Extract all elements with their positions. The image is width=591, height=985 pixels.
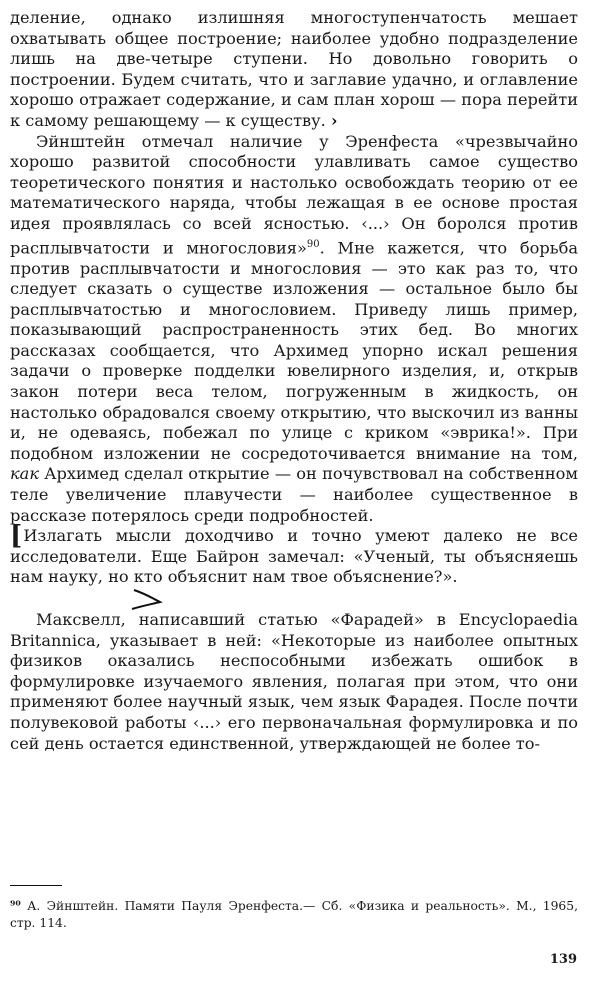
footnote (10, 897, 578, 932)
paragraph-2-text-b: . Мне кажется, что борьба против расплывчатости и многословия — это как раз то, что следует сказать о существе изложения — остальное было бы расплывчатостью и многословием. Приведу лишь пример, показывающий распространенность этих бед. Во многих рассказах сообщается, что Архимед упорно искал решения задачи о проверке подделки ювелирного изделия, и, открыв закон потери веса телом, погруженным в жидкость, он настолько обрадовался своему открытию, что выскочил из ванны и, не одеваясь, побежал по улице с криком «эврика!». При подобном изложении не сосредоточивается внимание на том, (10, 237, 578, 463)
paragraph-2 (10, 132, 578, 527)
footnote-marker: ⁹⁰ (10, 898, 21, 913)
paragraph-1-text: деление, однако излишняя многоступенчатость мешает охватывать общее построение; наиболее удобно подразделение лишь на две-четыре ступени. Но довольно говорить о построении. Будем считать, что и заглавие удачно, и оглавление хорошо отражает содержание, и сам план хорош — пора перейти к самому решающему — к существу. (10, 8, 578, 130)
paragraph-2-text-a: Эйнштейн отмечал наличие у Эренфеста «чрезвычайно хорошо развитой способности улавливать самое существо теоретического понятия и настолько освобождать теорию от ее математического наряда, чтобы лежащая в ее основе простая идея проявлялась со всей ясностью. ‹...› Он боролся против расплывчатости и многословия» (10, 131, 578, 257)
bracket-mark-icon: [ (10, 521, 23, 552)
paragraph-3 (10, 521, 578, 588)
footnote-divider (10, 885, 62, 886)
page-number: 139 (549, 952, 577, 967)
paragraph-2-italic: как (10, 464, 39, 484)
page-body (10, 8, 578, 754)
paragraph-2-text-c: Архимед сделал открытие — он почувствовал на собственном теле увеличение плавучести — наиболее существенное в рассказе потерялось среди подробностей. (10, 464, 578, 525)
paragraph-4-text: Максвелл, написавший статью «Фарадей» в Encyclopaedia Britannica, указывает в ней: «Некоторые из наиболее опытных физиков оказались неспособными избежать ошибок в формулировке изучаемого явления, полагая при этом, что они применяют более научный язык, чем язык Фарадея. После почти полувековой работы ‹...› его первоначальная формулировка и по сей день остается единственной, утверждающей не более то- (10, 610, 578, 753)
paragraph-3-text: Излагать мысли доходчиво и точно умеют далеко не все исследователи. Еще Байрон замечал: «Ученый, ты объясняешь нам науку, но кто объяснит нам твое объяснение?». (10, 526, 578, 587)
footnote-ref: 90 (306, 238, 320, 250)
paragraph-1 (10, 8, 578, 132)
paragraph-4 (10, 610, 578, 754)
margin-mark-icon: › (330, 110, 338, 130)
handwritten-arrow-icon (130, 588, 170, 610)
footnote-text: А. Эйнштейн. Памяти Пауля Эренфеста.— Сб. «Физика и реальность». М., 1965, стр. 114. (10, 899, 578, 930)
